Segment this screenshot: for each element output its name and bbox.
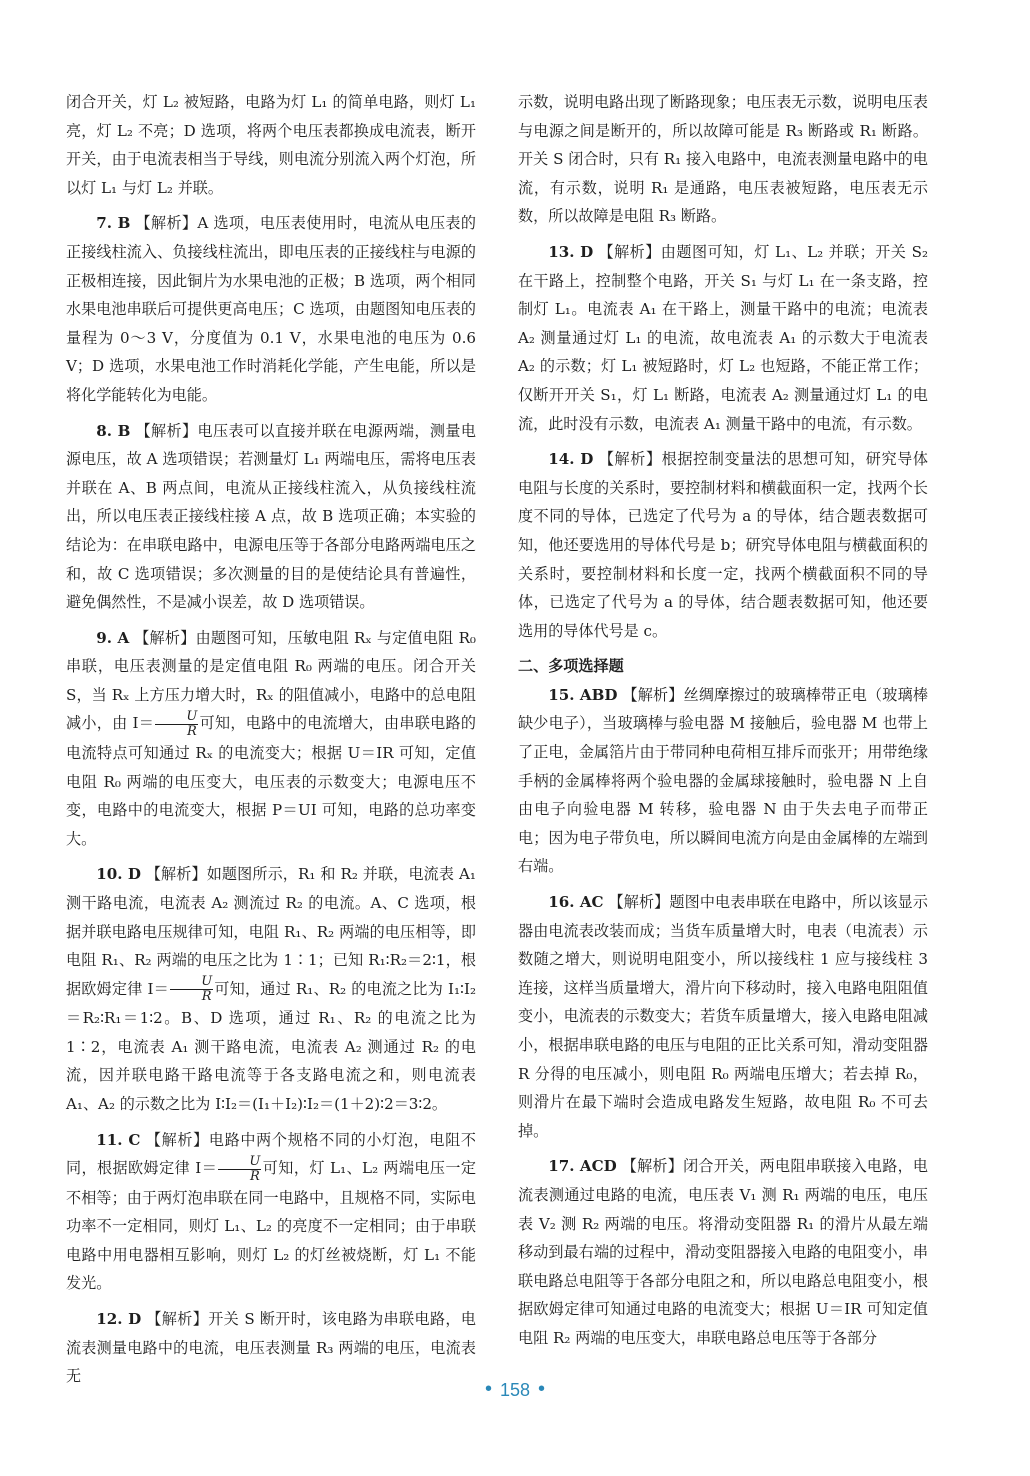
answer-12-text: 【解析】开关 S 断开时，该电路为串联电路，电流表测量电路中的电流，电压表测量 R₃ 两端的电压，电流表无: [66, 1310, 476, 1386]
footer-dot-left: •: [484, 1378, 492, 1400]
answer-16-number: 16. AC: [548, 893, 604, 912]
answer-10-text-part1: 【解析】如题图所示，R₁ 和 R₂ 并联，电流表 A₁ 测干路电流，电流表 A₂ 测流过 R₂ 的电流。A、C 选项，根据并联电路电压规律可知，电阻 R₁、R₂ 两端的电压相等，即电阻 R₁、R₂ 两端的电压之比为 1∶1；已知 R₁∶R₂＝2∶1，根据欧姆定律 I＝: [66, 865, 476, 998]
answer-8-number: 8. B: [96, 421, 131, 440]
answer-9: [66, 624, 476, 854]
answer-17-number: 17. ACD: [548, 1157, 617, 1176]
answer-17: [518, 1152, 928, 1352]
fraction-u-over-r: $\frac{U}{R}$: [155, 710, 198, 739]
answer-15: [518, 681, 928, 881]
fraction-u-over-r: $\frac{U}{R}$: [218, 1155, 261, 1184]
answer-14-text: 【解析】根据控制变量法的思想可知，研究导体电阻与长度的关系时，要控制材料和横截面积一定，找两个长度不同的导体，已选定了代号为 a 的导体，结合题表数据可知，他还要选用的导体代号是 b；研究导体电阻与横截面积的关系时，要控制材料和长度一定，找两个横截面积不同的导体，已选定了代号为 a 的导体，结合题表数据可知，他还要选用的导体代号是 c。: [518, 450, 928, 640]
answer-13-text: 【解析】由题图可知，灯 L₁、L₂ 并联；开关 S₂ 在干路上，控制整个电路，开关 S₁ 与灯 L₁ 在一条支路，控制灯 L₁。电流表 A₁ 在干路上，测量干路中的电流；电流表 A₂ 测量通过灯 L₁ 的电流，故电流表 A₁ 的示数大于电流表 A₂ 的示数；灯 L₁ 被短路时，灯 L₂ 也短路，不能正常工作；仅断开开关 S₁，灯 L₁ 断路，电流表 A₂ 测量通过灯 L₁ 的电流，此时没有示数，电流表 A₁ 测量干路中的电流，有示数。: [518, 242, 928, 433]
answer-9-text-part1: 【解析】由题图可知，压敏电阻 Rₓ 与定值电阻 R₀ 串联，电压表测量的是定值电阻 R₀ 两端的电压。闭合开关 S，当 Rₓ 上方压力增大时，Rₓ 的阻值减小，电路中的总电阻减小，由 I＝: [66, 628, 476, 733]
left-column: [66, 88, 476, 1391]
answer-8-text: 【解析】电压表可以直接并联在电源两端，测量电源电压，故 A 选项错误；若测量灯 L₁ 两端电压，需将电压表并联在 A、B 两点间，电流从正接线柱流入，从负接线柱流出，所以电压表正接线柱接 A 点，故 B 选项正确；本实验的结论为：在串联电路中，电源电压等于各部分电路两端电压之和，故 C 选项错误；多次测量的目的是使结论具有普遍性，避免偶然性，不是减小误差，故 D 选项错误。: [66, 421, 476, 612]
fraction-u-over-r: $\frac{U}{R}$: [170, 975, 213, 1004]
answer-13-number: 13. D: [548, 242, 594, 261]
page-footer: [0, 1378, 1030, 1401]
answer-11: [66, 1126, 476, 1298]
answer-9-number: 9. A: [96, 628, 130, 647]
answer-15-number: 15. ABD: [548, 685, 618, 704]
answer-17-text: 【解析】闭合开关，两电阻串联接入电路，电流表测通过电路的电流，电压表 V₁ 测 R₁ 两端的电压，电压表 V₂ 测 R₂ 两端的电压。将滑动变阻器 R₁ 的滑片从最左端移动到最右端的过程中，滑动变阻器接入电路的电阻变小，串联电路总电阻等于各部分电阻之和，所以电路总电阻变小，根据欧姆定律可知通过电路的电流变大；根据 U＝IR 可知定值电阻 R₂ 两端的电压变大，串联电路总电压等于各部分: [518, 1157, 928, 1347]
answer-12-continuation: 示数，说明电路出现了断路现象；电压表无示数，说明电压表与电源之间是断开的，所以故障可能是 R₃ 断路或 R₁ 断路。开关 S 闭合时，只有 R₁ 接入电路中，电流表测量电路中的电流，有示数，说明 R₁ 是通路，电压表被短路，电压表无示数，所以故障是电阻 R₃ 断路。: [518, 93, 928, 226]
page-number: 158: [499, 1380, 531, 1400]
answer-11-number: 11. C: [96, 1130, 141, 1149]
answer-10-text-part2: 可知，通过 R₁、R₂ 的电流之比为 I₁∶I₂＝R₂∶R₁＝1∶2。B、D 选项，通过 R₁、R₂ 的电流之比为 1∶2，电流表 A₁ 测干路电流，电流表 A₂ 测通过 R₂ 的电流，因并联电路干路电流等于各支路电流之和，则电流表 A₁、A₂ 的示数之比为 I∶I₂＝(I₁＋I₂)∶I₂＝(1＋2)∶2＝3∶2。: [66, 979, 476, 1113]
answer-7-number: 7. B: [96, 214, 131, 233]
paragraph-continuation: 闭合开关，灯 L₂ 被短路，电路为灯 L₁ 的简单电路，则灯 L₁ 亮，灯 L₂ 不亮；D 选项，将两个电压表都换成电流表，断开开关，由于电流表相当于导线，则电流分别流入两个灯泡，所以灯 L₁ 与灯 L₂ 并联。: [66, 93, 476, 197]
answer-12-number: 12. D: [96, 1310, 142, 1329]
section-heading: 二、多项选择题: [518, 657, 624, 676]
right-column: [518, 88, 928, 1353]
answer-10-number: 10. D: [96, 865, 141, 884]
footer-dot-right: •: [538, 1378, 546, 1400]
answer-16-text: 【解析】题图中电表串联在电路中，所以该显示器由电流表改装而成；当货车质量增大时，电表（电流表）示数随之增大，则说明电阻变小，所以接线柱 1 应与接线柱 3 连接，这样当质量增大，滑片向下移动时，接入电路电阻阻值变小，电流表的示数变大；若货车质量增大，接入电路电阻减小，根据串联电路的电压与电阻的正比关系可知，滑动变阻器 R 分得的电压减小，则电阻 R₀ 两端电压增大；若去掉 R₀，则滑片在最下端时会造成电路发生短路，故电阻 R₀ 不可去掉。: [518, 893, 928, 1140]
answer-7: [66, 209, 476, 409]
answer-8: [66, 417, 476, 617]
answer-14-number: 14. D: [548, 450, 594, 469]
answer-11-text-part1: 【解析】电路中两个规格不同的小灯泡，电阻不同，根据欧姆定律 I＝: [66, 1130, 476, 1178]
answer-9-text-part2: 可知，电路中的电流增大，由串联电路的电流特点可知通过 Rₓ 的电流变大；根据 U＝IR 可知，定值电阻 R₀ 两端的电压变大，电压表的示数变大；电源电压不变，电路中的电流变大，根据 P＝UI 可知，电路的总功率变大。: [66, 714, 476, 848]
answer-11-text-part2: 可知，灯 L₁、L₂ 两端电压一定不相等；由于两灯泡串联在同一电路中，且规格不同，实际电功率不一定相同，则灯 L₁、L₂ 的亮度不一定相同；由于串联电路中用电器相互影响，则灯 L₂ 的灯丝被烧断，灯 L₁ 不能发光。: [66, 1159, 477, 1293]
answer-7-text: 【解析】A 选项，电压表使用时，电流从电压表的正接线柱流入、负接线柱流出，即电压表的正接线柱与电源的正极相连接，因此铜片为水果电池的正极；B 选项，两个相同水果电池串联后可提供更高电压；C 选项，由题图知电压表的量程为 0～3 V，分度值为 0.1 V，水果电池的电压为 0.6 V；D 选项，水果电池工作时消耗化学能，产生电能，所以是将化学能转化为电能。: [66, 214, 476, 404]
answer-13: [518, 238, 928, 438]
answer-15-text: 【解析】丝绸摩擦过的玻璃棒带正电（玻璃棒缺少电子），当玻璃棒与验电器 M 接触后，验电器 M 也带上了正电，金属箔片由于带同种电荷相互排斥而张开；用带绝缘手柄的金属棒将两个验电器的金属球接触时，验电器 N 上自由电子向验电器 M 转移，验电器 N 由于失去电子而带正电；因为电子带负电，所以瞬间电流方向是由金属棒的左端到右端。: [518, 685, 928, 876]
answer-14: [518, 445, 928, 645]
answer-16: [518, 888, 928, 1145]
answer-10: [66, 860, 476, 1118]
